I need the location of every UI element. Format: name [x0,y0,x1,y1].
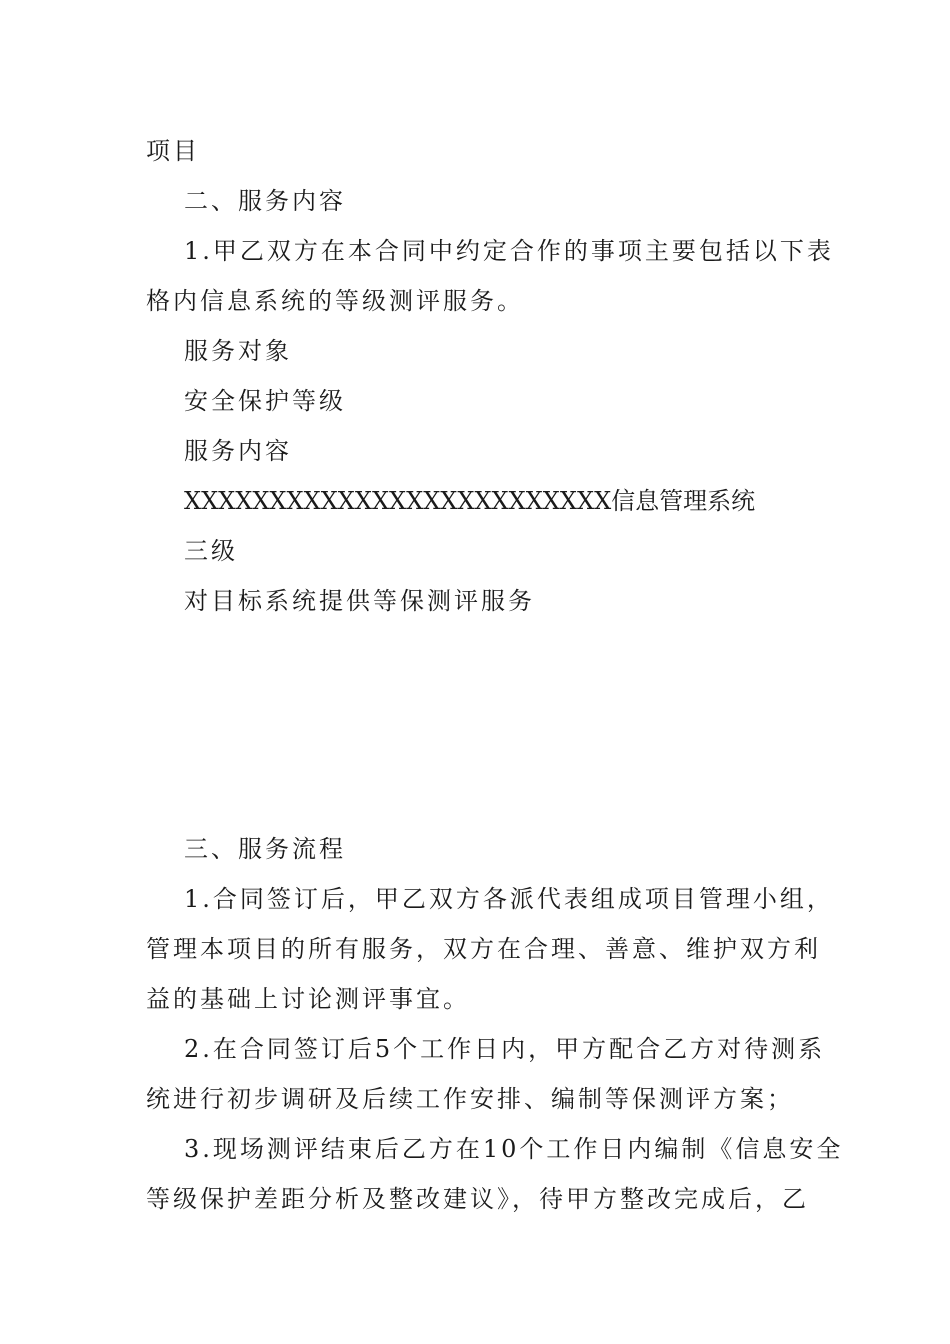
paragraph-line: 益的基础上讨论测评事宜。 [146,985,470,1013]
table-cell-service-content-header: 服务内容 [184,437,292,465]
paragraph-line: 统进行初步调研及后续工作安排、编制等保测评方案； [146,1085,794,1113]
paragraph-line: 1.合同签订后，甲乙双方各派代表组成项目管理小组， [184,885,834,913]
paragraph-line: 3.现场测评结束后乙方在10个工作日内编制《信息安全 [184,1135,844,1163]
paragraph-line: 格内信息系统的等级测评服务。 [146,287,524,315]
section-heading-service-content: 二、服务内容 [184,187,346,215]
table-cell-service-object-header: 服务对象 [184,337,292,365]
paragraph-line: 1.甲乙双方在本合同中约定合作的事项主要包括以下表 [184,237,834,265]
paragraph-line: 2.在合同签订后5个工作日内，甲方配合乙方对待测系 [184,1035,826,1063]
paragraph-line: 管理本项目的所有服务，双方在合理、善意、维护双方利 [146,935,821,963]
table-cell-level-value: 三级 [184,537,238,565]
text-line-continuation-project: 项目 [146,137,200,165]
table-cell-service-description: 对目标系统提供等保测评服务 [184,587,535,615]
table-cell-security-level-header: 安全保护等级 [184,387,346,415]
section-heading-service-process: 三、服务流程 [184,835,346,863]
table-cell-system-name: XXXXXXXXXXXXXXXXXXXXXXXXX信息管理系统 [184,487,756,515]
paragraph-line: 等级保护差距分析及整改建议》，待甲方整改完成后，乙 [146,1185,809,1213]
